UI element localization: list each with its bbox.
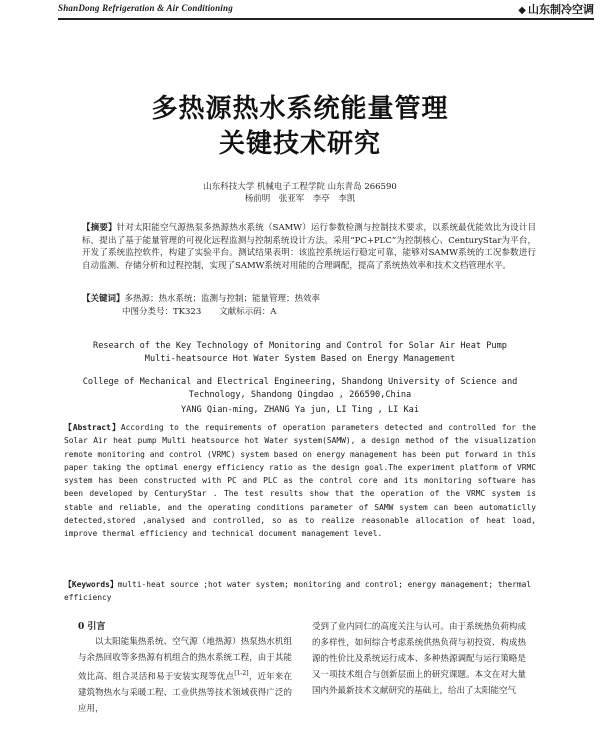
diamond-icon: ◆ xyxy=(518,5,526,16)
keywords-cn-text: 多热源；热水系统；监测与控制；能量管理；热效率 xyxy=(124,294,321,304)
english-title xyxy=(64,340,536,366)
journal-tag-text: 山东制冷空调 xyxy=(528,3,594,16)
affiliation-cn: 山东科技大学 机械电子工程学院 山东青岛 266590 xyxy=(203,182,397,192)
classification xyxy=(122,306,576,319)
intro-right-column: 受到了业内同仁的高度关注与认可。由于系统热负荷构成的多样性，如何综合考虑系统供热负荷与初投资、构成热源的性价比及系统运行成本、多种热源调配与运行策略是又一项技术组合与创新层面上的研究课题。本文在对大量国内外最新技术文献研究的基础上，给出了太阳能空气 xyxy=(312,622,526,696)
keywords-cn xyxy=(82,293,536,306)
abstract-en-text: According to the requirements of operation parameters detected and controlled for the Solar Air heat pump Multi heatsource hot Water system(SAMW), a design method of the visualization remote monitoring and control (VRMC) system based on energy management has been put forward in this paper taking the optimal energy efficiency ratio as the design goal.The experiment platform of VRMC system has been constructed with PC and PLC as the control core and its monitoring software has been developed by CenturyStar . The test results show that the operation of the VRMC system is stable and reliable, and the operating conditions parameter of SAMW system can been automaticlly detected,stored ,analysed and controlled, so as to realize reasonable allocation of heat load, improve thermal efficiency and technical document management level. xyxy=(64,423,536,539)
intro-left-text-a: 以太阳能集热系统、空气源（地热源）热泵热水机组与余热回收等多热源有机组合的热水系统工程，由于其能效比高、组合灵活和易于安装实现等优点 xyxy=(78,637,292,682)
english-affiliation-line1: College of Mechanical and Electrical Engineering, Shandong University of Science and xyxy=(82,377,518,387)
keywords-en-text: multi-heat source ;hot water system; monitoring and control; energy management; thermal efficiency xyxy=(64,580,532,603)
keywords-en xyxy=(64,578,536,605)
intro-left-text-b: ，近年来在建筑物热水与采暖工程、工业供热等技术领域获得广泛的应用， xyxy=(78,671,292,714)
intro-left-column xyxy=(78,634,292,717)
clc-number: 中图分类号：TK323 xyxy=(122,307,202,317)
paper-title-line2: 关键技术研究 xyxy=(218,129,381,159)
citation: [1-2] xyxy=(234,670,249,677)
abstract-cn xyxy=(82,222,536,272)
intro-heading: 0 引言 xyxy=(78,622,106,632)
english-affiliation-line2: Technology, Shandong Qingdao , 266590,China xyxy=(188,390,412,400)
keywords-cn-label: 【关键词】 xyxy=(82,294,125,304)
english-title-line1: Research of the Key Technology of Monitoring and Control for Solar Air Heat Pump xyxy=(93,341,507,351)
doc-code: 文献标示码：A xyxy=(219,307,277,317)
abstract-en xyxy=(64,421,536,541)
english-authors: YANG Qian-ming, ZHANG Ya jun, LI Ting , LI Kai xyxy=(181,405,419,415)
abstract-en-label: 【Abstract】 xyxy=(64,423,121,432)
keywords-en-label: 【Keywords】 xyxy=(64,580,118,589)
authors-cn: 杨前明 张亚军 李亭 李凯 xyxy=(244,194,356,204)
journal-tag xyxy=(518,1,594,17)
english-affiliation xyxy=(64,376,536,402)
journal-name: ShanDong Refrigeration & Air Conditioning xyxy=(58,3,233,13)
english-title-line2: Multi-heatsource Hot Water System Based on Energy Management xyxy=(144,354,456,364)
abstract-cn-text: 针对太阳能空气源热泵多热源热水系统（SAMW）运行参数检测与控制技术要求，以系统最优能效比为设计目标，提出了基于能量管理的可视化远程监测与控制系统设计方法。采用“PC+PLC”为控制核心、CenturyStar为平台，开发了系统监控软件，构建了实验平台。测试结果表明：该监控系统运行稳定可靠，能够对SAMW系统的工况参数进行自动监测、存储分析和过程控制，实现了SAMW系统对用能的合理调配，提高了系统热效率和技术文档管理水平。 xyxy=(82,223,536,271)
paper-title-line1: 多热源热水系统能量管理 xyxy=(151,94,449,124)
running-header xyxy=(58,2,594,20)
abstract-cn-label: 【摘要】 xyxy=(82,223,117,233)
